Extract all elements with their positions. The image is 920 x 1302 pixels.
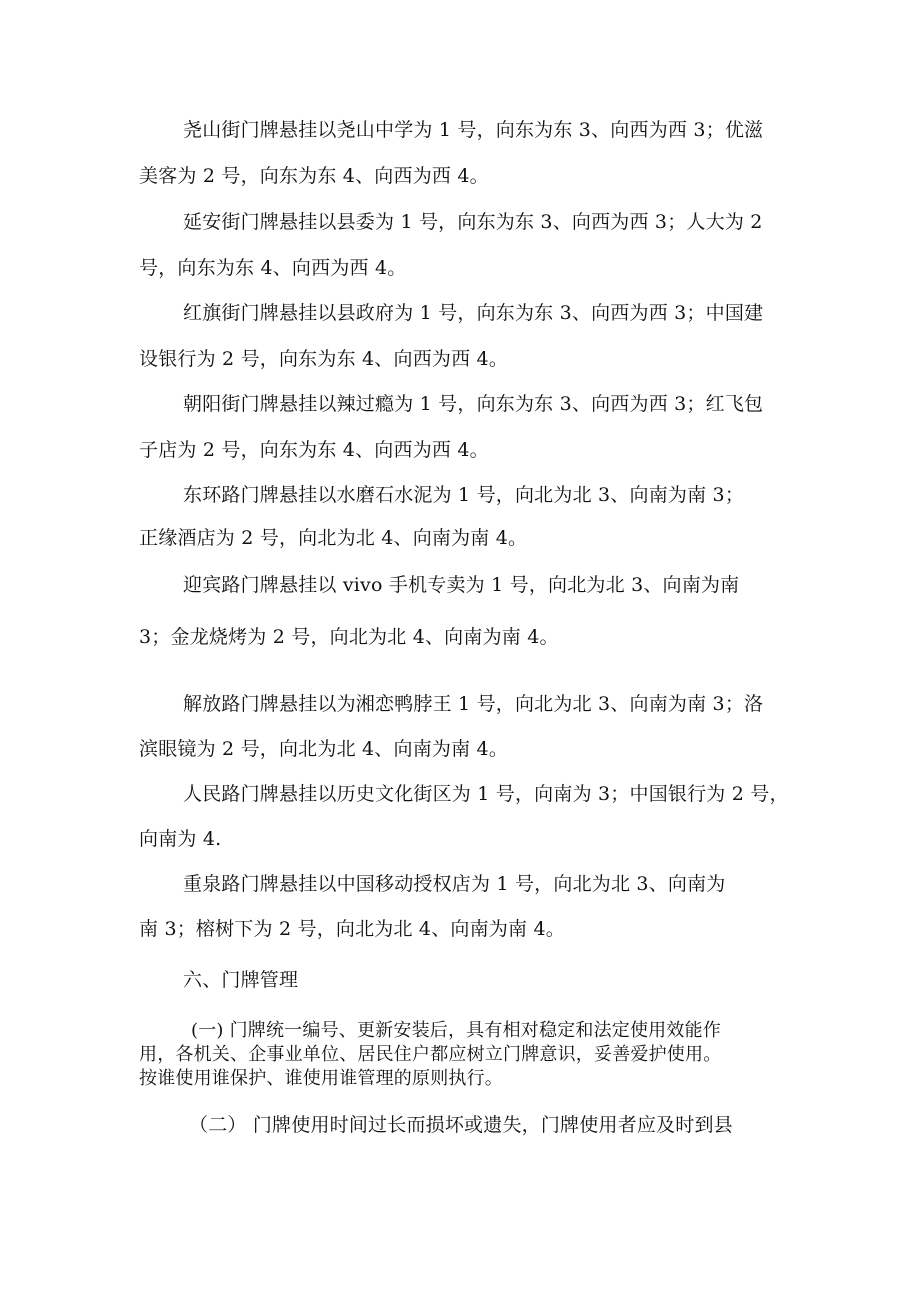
paragraph-7-line-1: 解放路门牌悬挂以为湘恋鸭脖王 1 号，向北为北 3、向南为南 3；洛 xyxy=(183,693,764,715)
paragraph-6-line-2: 3；金龙烧烤为 2 号，向北为北 4、向南为南 4。 xyxy=(139,626,559,648)
paragraph-4-line-2: 子店为 2 号，向东为东 4、向西为西 4。 xyxy=(139,439,489,461)
paragraph-1-line-2: 美客为 2 号，向东为东 4、向西为西 4。 xyxy=(139,165,489,187)
paragraph-9-line-1: 重泉路门牌悬挂以中国移动授权店为 1 号，向北为北 3、向南为 xyxy=(183,873,726,895)
section-heading-door-plate-management: 六、门牌管理 xyxy=(183,969,299,991)
item-1-line-2: 用，各机关、企事业单位、居民住户都应树立门牌意识，妥善爱护使用。 xyxy=(139,1044,722,1065)
paragraph-2-line-2: 号，向东为东 4、向西为西 4。 xyxy=(139,257,407,279)
item-1-line-3: 按谁使用谁保护、谁使用谁管理的原则执行。 xyxy=(139,1068,503,1089)
paragraph-4-line-1: 朝阳街门牌悬挂以辣过瘾为 1 号，向东为东 3、向西为西 3；红飞包 xyxy=(183,393,764,415)
item-1-line-1: (一) 门牌统一编号、更新安装后，具有相对稳定和法定使用效能作 xyxy=(191,1020,721,1041)
paragraph-7-line-2: 滨眼镜为 2 号，向北为北 4、向南为南 4。 xyxy=(139,738,509,760)
paragraph-9-line-2: 南 3；榕树下为 2 号，向北为北 4、向南为南 4。 xyxy=(139,918,565,940)
paragraph-6-line-1: 迎宾路门牌悬挂以 vivo 手机专卖为 1 号，向北为北 3、向南为南 xyxy=(183,574,740,596)
paragraph-5-line-2: 正缘酒店为 2 号，向北为北 4、向南为南 4。 xyxy=(139,527,528,549)
paragraph-8-line-2: 向南为 4. xyxy=(139,828,222,850)
paragraph-2-line-1: 延安街门牌悬挂以县委为 1 号，向东为东 3、向西为西 3；人大为 2 xyxy=(183,211,763,233)
paragraph-5-line-1: 东环路门牌悬挂以水磨石水泥为 1 号，向北为北 3、向南为南 3； xyxy=(183,484,745,506)
paragraph-3-line-1: 红旗街门牌悬挂以县政府为 1 号，向东为东 3、向西为西 3；中国建 xyxy=(183,302,764,324)
item-2-line-1: （二） 门牌使用时间过长而损坏或遗失，门牌使用者应及时到县 xyxy=(189,1114,733,1136)
paragraph-1-line-1: 尧山街门牌悬挂以尧山中学为 1 号，向东为东 3、向西为西 3；优滋 xyxy=(183,119,764,141)
paragraph-3-line-2: 设银行为 2 号，向东为东 4、向西为西 4。 xyxy=(139,348,509,370)
paragraph-8-line-1: 人民路门牌悬挂以历史文化街区为 1 号，向南为 3；中国银行为 2 号， xyxy=(183,783,789,805)
